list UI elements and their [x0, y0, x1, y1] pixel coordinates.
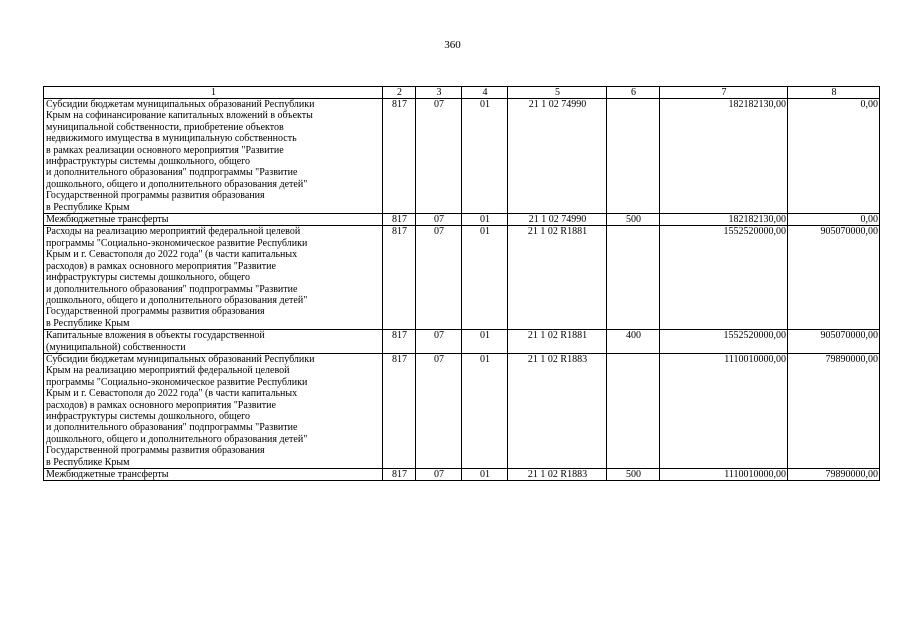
header-col-3: 3 [416, 87, 462, 99]
row-expense-type [607, 353, 660, 468]
header-col-1: 1 [44, 87, 383, 99]
row-target-article: 21 1 02 R1883 [508, 469, 607, 481]
row-amount-2: 905070000,00 [788, 226, 880, 330]
row-section-code: 07 [416, 214, 462, 226]
row-section-code: 07 [416, 469, 462, 481]
row-name: Расходы на реализацию мероприятий федеральной целевой программы "Социально-экономическое развитие Республики Крым и г. Севастополя до 2022 года" (в части капитальных расходов) в рамках основного мероприятия "Развитие инфраструктуры системы дошкольного, общего и дополнительного образования" подпрограммы "Развитие дошкольного, общего и дополнительного образования детей" Государственной программы развития образования в Республике Крым [44, 226, 383, 330]
row-name: Субсидии бюджетам муниципальных образований Республики Крым на реализацию мероприятий федеральной целевой программы "Социально-экономическое развитие Республики Крым и г. Севастополя до 2022 года" (в части капитальных расходов) в рамках основного мероприятия "Развитие инфраструктуры системы дошкольного, общего и дополнительного образования" подпрограммы "Развитие дошкольного, общего и дополнительного образования детей" Государственной программы развития образования в Республике Крым [44, 353, 383, 468]
row-subsection-code: 01 [462, 353, 508, 468]
row-name: Межбюджетные трансферты [44, 469, 383, 481]
header-col-6: 6 [607, 87, 660, 99]
row-section-code: 07 [416, 353, 462, 468]
row-subsection-code: 01 [462, 226, 508, 330]
row-amount-1: 182182130,00 [660, 99, 788, 214]
row-subsection-code: 01 [462, 99, 508, 214]
row-ministry-code: 817 [383, 469, 416, 481]
row-amount-1: 1552520000,00 [660, 330, 788, 354]
row-amount-1: 1552520000,00 [660, 226, 788, 330]
row-amount-1: 1110010000,00 [660, 469, 788, 481]
table-row [44, 469, 880, 481]
row-target-article: 21 1 02 R1881 [508, 226, 607, 330]
header-col-8: 8 [788, 87, 880, 99]
row-expense-type: 500 [607, 214, 660, 226]
header-col-4: 4 [462, 87, 508, 99]
row-subsection-code: 01 [462, 469, 508, 481]
table-row [44, 226, 880, 330]
table-row [44, 214, 880, 226]
table-row [44, 99, 880, 214]
page-number: 360 [444, 39, 461, 51]
row-target-article: 21 1 02 74990 [508, 99, 607, 214]
row-name: Капитальные вложения в объекты государственной (муниципальной) собственности [44, 330, 383, 354]
row-subsection-code: 01 [462, 214, 508, 226]
row-amount-2: 0,00 [788, 214, 880, 226]
row-amount-1: 1110010000,00 [660, 353, 788, 468]
row-amount-2: 0,00 [788, 99, 880, 214]
row-ministry-code: 817 [383, 226, 416, 330]
table-row [44, 353, 880, 468]
header-row [44, 87, 880, 99]
header-col-2: 2 [383, 87, 416, 99]
row-amount-2: 79890000,00 [788, 353, 880, 468]
row-target-article: 21 1 02 74990 [508, 214, 607, 226]
row-expense-type: 500 [607, 469, 660, 481]
row-name: Межбюджетные трансферты [44, 214, 383, 226]
row-ministry-code: 817 [383, 214, 416, 226]
row-subsection-code: 01 [462, 330, 508, 354]
row-amount-2: 905070000,00 [788, 330, 880, 354]
row-expense-type: 400 [607, 330, 660, 354]
row-target-article: 21 1 02 R1883 [508, 353, 607, 468]
row-section-code: 07 [416, 330, 462, 354]
row-ministry-code: 817 [383, 330, 416, 354]
row-section-code: 07 [416, 99, 462, 214]
row-target-article: 21 1 02 R1881 [508, 330, 607, 354]
row-amount-2: 79890000,00 [788, 469, 880, 481]
row-ministry-code: 817 [383, 99, 416, 214]
header-col-7: 7 [660, 87, 788, 99]
table-row [44, 330, 880, 354]
row-ministry-code: 817 [383, 353, 416, 468]
row-name: Субсидии бюджетам муниципальных образований Республики Крым на софинансирование капитальных вложений в объекты муниципальной собственности, приобретение объектов недвижимого имущества в муниципальную собственность в рамках реализации основного мероприятия "Развитие инфраструктуры системы дошкольного, общего и дополнительного образования" подпрограммы "Развитие дошкольного, общего и дополнительного образования детей" Государственной программы развития образования в Республике Крым [44, 99, 383, 214]
header-col-5: 5 [508, 87, 607, 99]
row-amount-1: 182182130,00 [660, 214, 788, 226]
row-expense-type [607, 99, 660, 214]
row-expense-type [607, 226, 660, 330]
row-section-code: 07 [416, 226, 462, 330]
budget-table [43, 86, 880, 481]
